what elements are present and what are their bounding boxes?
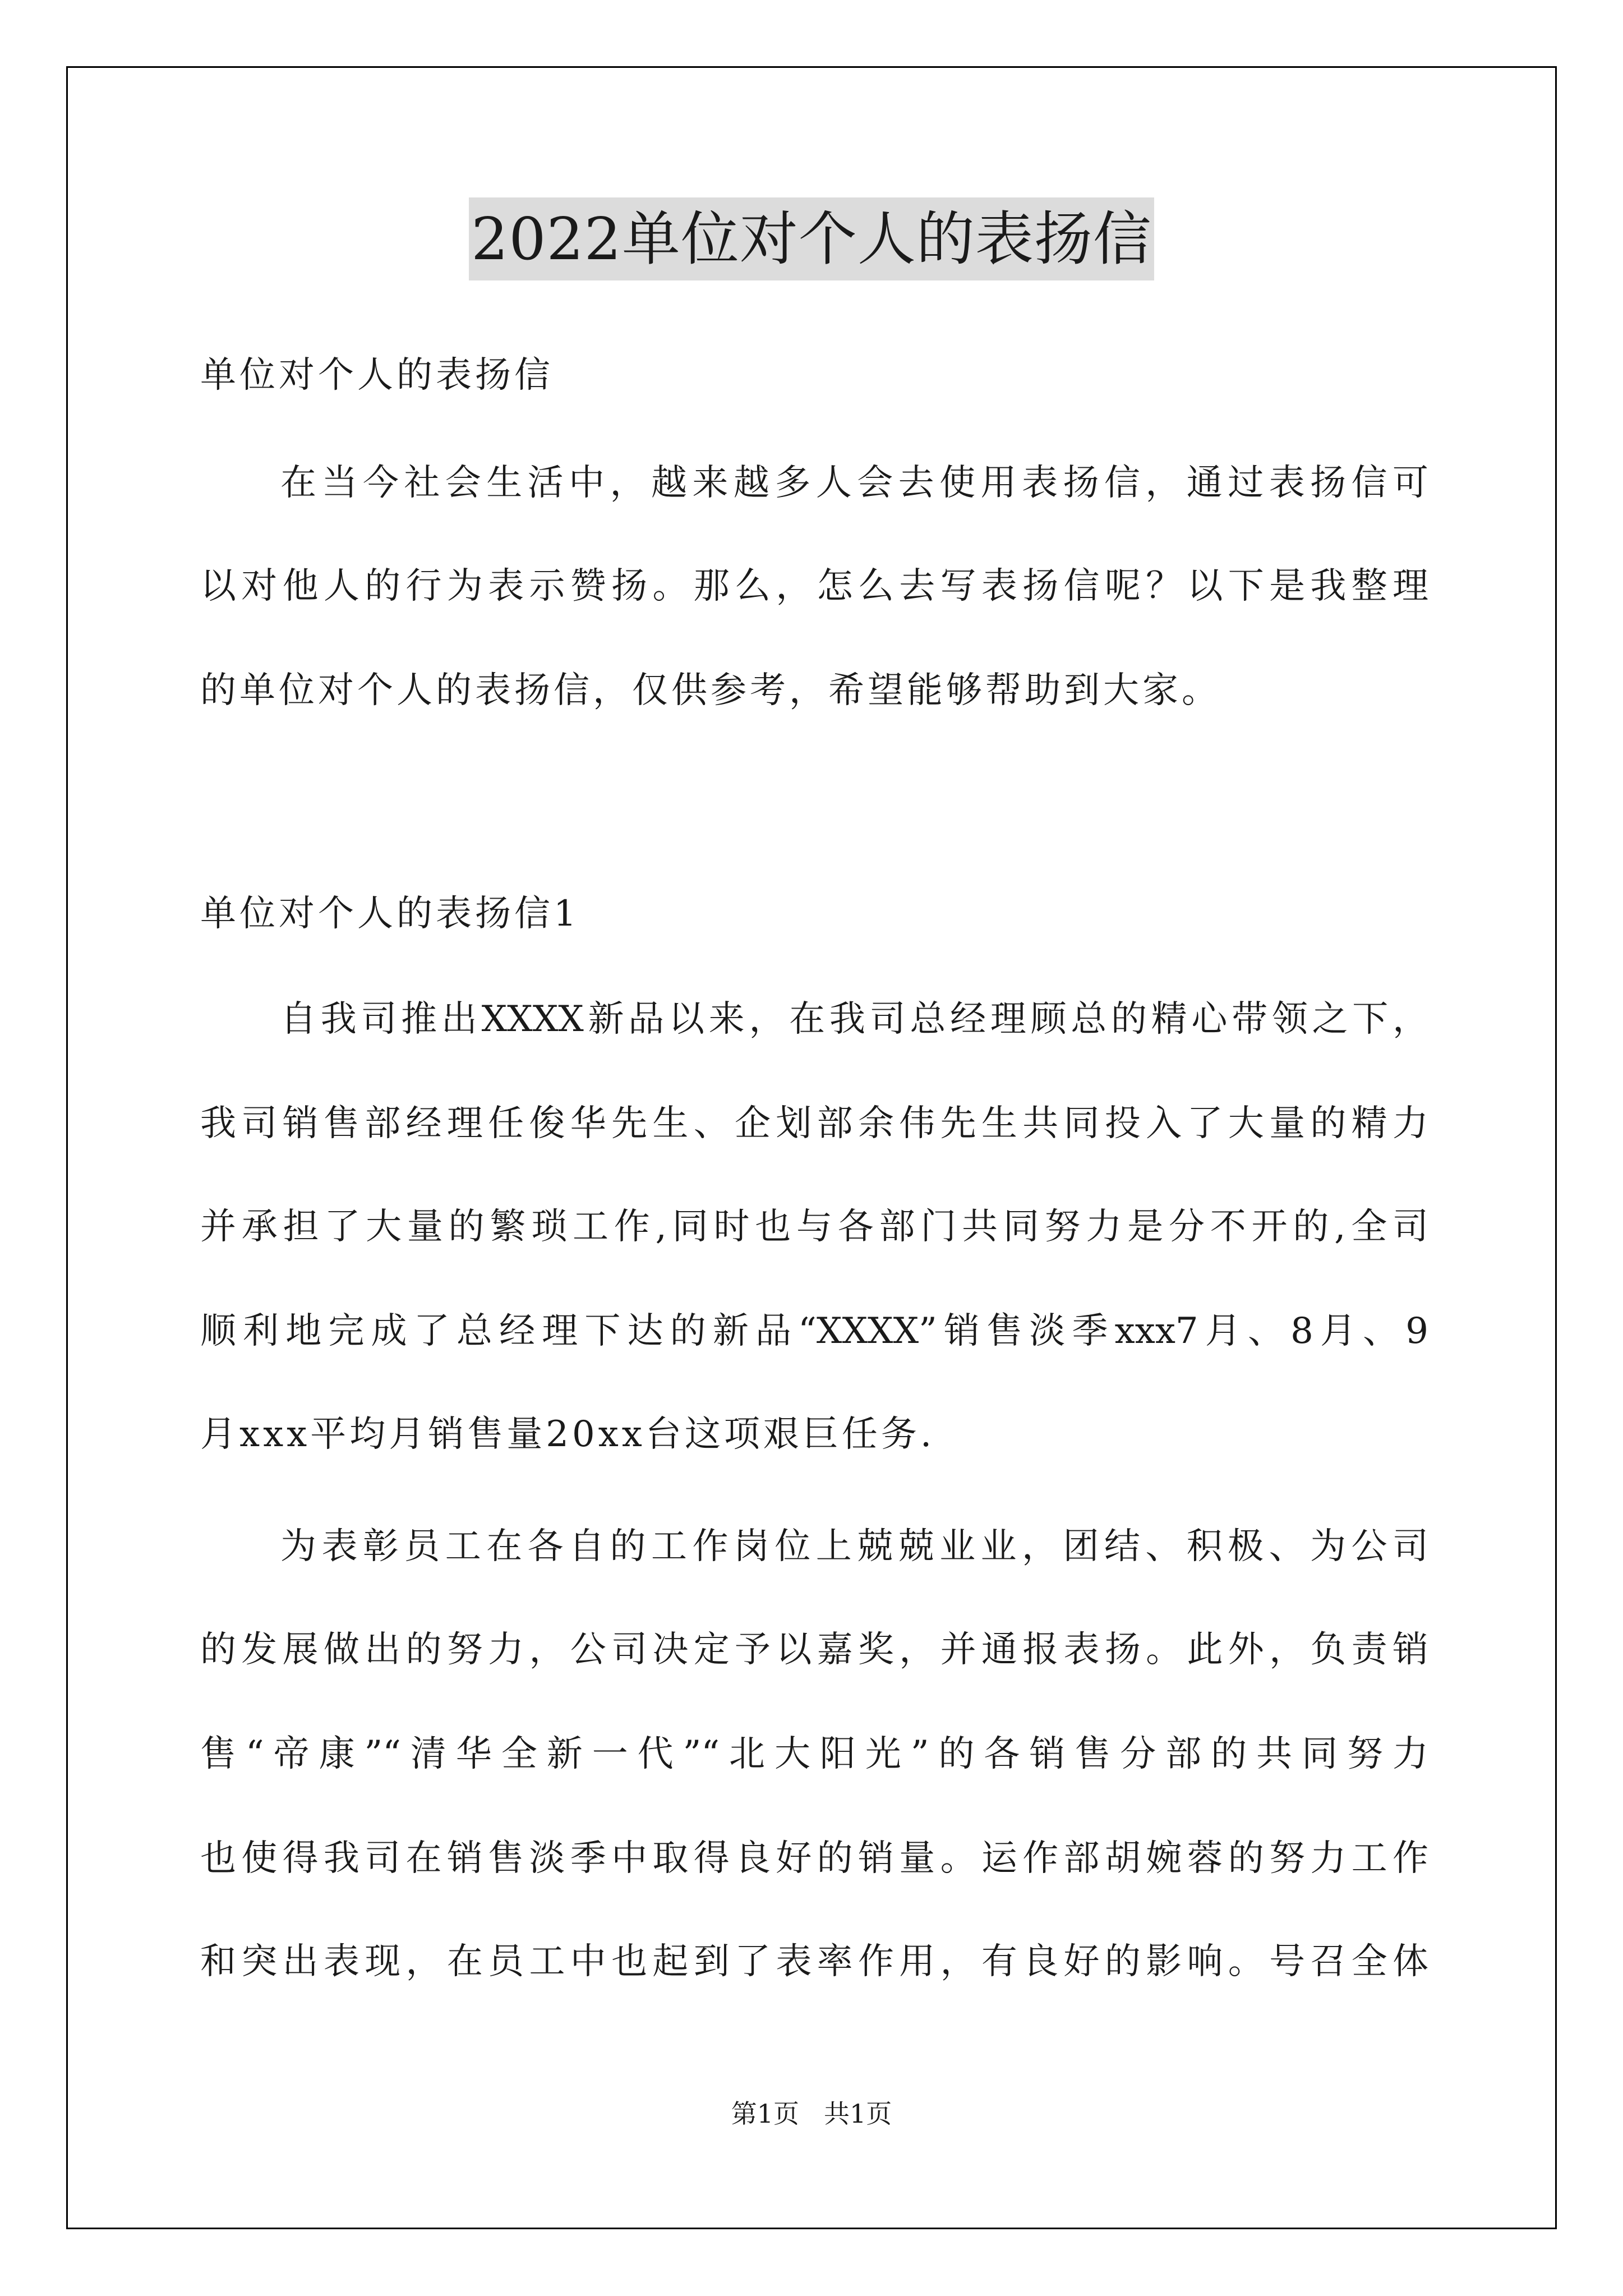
page-number: 第1页 bbox=[731, 2099, 800, 2129]
paragraph-line: 为表彰员工在各自的工作岗位上兢兢业业，团结、积极、为公司 bbox=[280, 1526, 1428, 1567]
paragraph-line: 我司销售部经理任俊华先生、企划部余伟先生共同投入了大量的精力 bbox=[200, 1103, 1428, 1144]
paragraph-line: 的发展做出的努力，公司决定予以嘉奖，并通报表扬。此外，负责销 bbox=[200, 1629, 1428, 1671]
page-total: 共1页 bbox=[823, 2099, 892, 2129]
intro-line: 的单位对个人的表扬信，仅供参考，希望能够帮助到大家。 bbox=[200, 670, 1221, 711]
section-heading: 单位对个人的表扬信1 bbox=[200, 893, 580, 935]
document-title: 2022单位对个人的表扬信 bbox=[469, 197, 1154, 280]
paragraph-line: 售“帝康”“清华全新一代”“北大阳光”的各销售分部的共同努力 bbox=[200, 1733, 1428, 1775]
paragraph-line: 顺利地完成了总经理下达的新品“XXXX”销售淡季xxx7月、8月、9 bbox=[200, 1310, 1428, 1352]
page-footer bbox=[0, 2097, 1623, 2131]
document-subtitle: 单位对个人的表扬信 bbox=[200, 355, 554, 396]
paragraph-line: 也使得我司在销售淡季中取得良好的销量。运作部胡婉蓉的努力工作 bbox=[200, 1838, 1428, 1879]
paragraph-line: 自我司推出XXXX新品以来，在我司总经理顾总的精心带领之下， bbox=[280, 999, 1428, 1040]
intro-line: 在当今社会生活中，越来越多人会去使用表扬信，通过表扬信可 bbox=[280, 462, 1428, 504]
paragraph-line: 月xxx平均月销售量20xx台这项艰巨任务. bbox=[200, 1414, 935, 1455]
intro-line: 以对他人的行为表示赞扬。那么，怎么去写表扬信呢？以下是我整理 bbox=[200, 565, 1428, 607]
paragraph-line: 并承担了大量的繁琐工作,同时也与各部门共同努力是分不开的,全司 bbox=[200, 1206, 1428, 1248]
paragraph-line: 和突出表现，在员工中也起到了表率作用，有良好的影响。号召全体 bbox=[200, 1941, 1428, 1982]
title-container bbox=[0, 197, 1623, 280]
